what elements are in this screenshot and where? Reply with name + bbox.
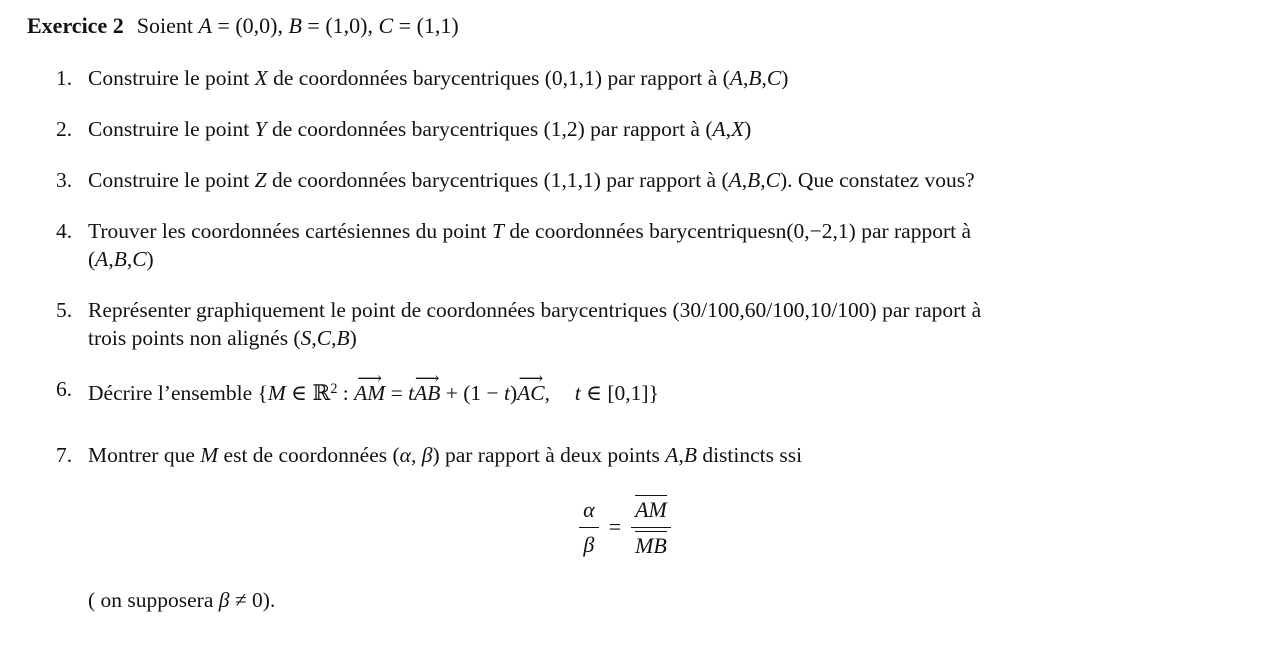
header-text: = (1,0), — [301, 13, 379, 38]
item-text: , — [725, 117, 732, 141]
signed-length-am: AM — [635, 496, 667, 522]
fraction-am-over-mb — [631, 495, 671, 560]
math-var-beta: β — [218, 587, 230, 612]
item-text: + (1 − — [440, 380, 505, 405]
math-var-z: Z — [254, 168, 267, 192]
vector-ab: ⟶ AB — [414, 379, 440, 407]
math-var-x: X — [254, 66, 268, 90]
item-text: , — [108, 247, 114, 271]
item-text: trois points non alignés ( — [88, 326, 301, 350]
item-text: , — [410, 442, 422, 467]
superscript-2: 2 — [330, 381, 338, 397]
math-var-a: A — [729, 66, 743, 90]
math-var-a: A — [712, 117, 726, 141]
math-var-m: M — [200, 442, 219, 467]
vector-ac: ⟶ AC — [517, 379, 544, 407]
item-text: , — [742, 66, 749, 90]
item-text: ∈ ℝ — [285, 380, 331, 405]
item-number: 2. — [56, 117, 73, 141]
equals-sign: = — [608, 514, 622, 540]
math-var-t: t — [504, 380, 510, 405]
math-var-c: C — [132, 247, 147, 271]
exercise-item-6 — [27, 375, 1162, 407]
item-text: Construire le point — [88, 66, 255, 90]
math-var-c: C — [378, 13, 394, 38]
item-line — [88, 217, 1162, 245]
item-number: 1. — [56, 66, 73, 90]
item-text: de coordonnées barycentriquesn(0,−2,1) par rapport à — [504, 219, 972, 243]
signed-length-mb: MB — [635, 532, 667, 558]
exercise-list — [27, 64, 1162, 614]
item-text: ( — [88, 247, 96, 271]
math-var-t: T — [492, 219, 504, 243]
item-text: ) par rapport à deux points — [432, 442, 666, 467]
item-line — [88, 245, 1162, 273]
math-var-c: C — [765, 168, 781, 192]
item-text: Trouver les coordonnées cartésiennes du point — [88, 219, 493, 243]
item-number: 6. — [56, 377, 73, 401]
math-var-c: C — [316, 326, 332, 350]
item-text: Construire le point — [88, 168, 255, 192]
math-var-t: t — [574, 380, 581, 405]
exercise-item-3 — [27, 166, 1162, 194]
item-text: , — [331, 326, 337, 350]
exercise-item-5 — [27, 296, 1162, 352]
math-var-m: M — [267, 380, 286, 405]
item-text: ) — [349, 326, 357, 350]
header-text: = (0,0), — [211, 13, 289, 38]
item-text: Représenter graphiquement le point de coordonnées barycentriques (30/100,60/100,10/100) par raport à — [88, 298, 982, 322]
item-text: , — [544, 380, 551, 405]
item-text: est de coordonnées ( — [218, 442, 400, 467]
item-number: 4. — [56, 219, 73, 243]
math-var-beta: β — [421, 442, 433, 467]
item-text: = — [385, 380, 409, 405]
header-text: Soient — [136, 13, 199, 38]
item-number: 5. — [56, 298, 73, 322]
math-var-s: S — [300, 326, 312, 350]
math-var-a: A — [665, 442, 679, 467]
item-text: , — [126, 247, 133, 271]
fraction-alpha-over-beta — [579, 496, 599, 559]
math-var-b: B — [748, 66, 762, 90]
math-var-b: B — [683, 442, 697, 467]
vector-am: ⟶ AM — [354, 379, 385, 407]
denominator-mb — [631, 528, 671, 560]
item-text: ) — [744, 117, 752, 141]
exercise-item-2 — [27, 115, 1162, 143]
math-var-b: B — [336, 326, 350, 350]
math-var-alpha: α — [399, 442, 411, 467]
exercise-item-4 — [27, 217, 1162, 273]
item-line — [88, 324, 1162, 352]
item-text: : — [337, 380, 355, 405]
exercise-header — [27, 12, 1263, 40]
note-text: ≠ 0). — [229, 587, 276, 612]
item-text: Montrer que — [88, 442, 201, 467]
math-var-a: A — [198, 13, 212, 38]
math-var-c: C — [766, 66, 782, 90]
item-text: Construire le point — [88, 117, 255, 141]
item-text: , — [741, 168, 748, 192]
math-var-beta: β — [583, 531, 595, 557]
item-text: de coordonnées barycentriques (1,2) par rapport à ( — [266, 117, 713, 141]
math-var-a: A — [95, 247, 109, 271]
assumption-note — [88, 586, 1162, 614]
header-text: = (1,1) — [393, 13, 459, 38]
item-text: ) — [146, 247, 154, 271]
display-equation — [88, 495, 1162, 560]
item-text: , — [678, 442, 684, 467]
math-var-y: Y — [254, 117, 267, 141]
exercise-label: Exercice 2 — [27, 13, 124, 38]
math-var-x: X — [731, 117, 745, 141]
item-text: distincts ssi — [696, 442, 803, 467]
item-text: , — [761, 66, 767, 90]
numerator-am — [631, 495, 671, 528]
math-var-b: B — [288, 13, 302, 38]
item-text: de coordonnées barycentriques (1,1,1) par rapport à ( — [266, 168, 729, 192]
item-text: ∈ [0,1]} — [580, 380, 659, 405]
item-number: 7. — [56, 442, 73, 467]
exercise-item-1 — [27, 64, 1162, 92]
item-number: 3. — [56, 168, 73, 192]
item-text: Décrire l’ensemble { — [88, 380, 268, 405]
item-text: ) — [510, 380, 518, 405]
item-text: de coordonnées barycentriques (0,1,1) par rapport à ( — [267, 66, 730, 90]
item-line — [88, 296, 1162, 324]
item-text: , — [311, 326, 317, 350]
note-text: ( on supposera — [88, 587, 219, 612]
math-var-a: A — [728, 168, 742, 192]
item-text: ) — [781, 66, 789, 90]
math-var-alpha: α — [579, 496, 599, 528]
item-text: ). Que constatez vous? — [780, 168, 975, 192]
math-var-t: t — [408, 380, 415, 405]
item-text: , — [760, 168, 766, 192]
math-var-b: B — [747, 168, 761, 192]
math-var-b: B — [113, 247, 127, 271]
exercise-item-7 — [27, 441, 1162, 614]
